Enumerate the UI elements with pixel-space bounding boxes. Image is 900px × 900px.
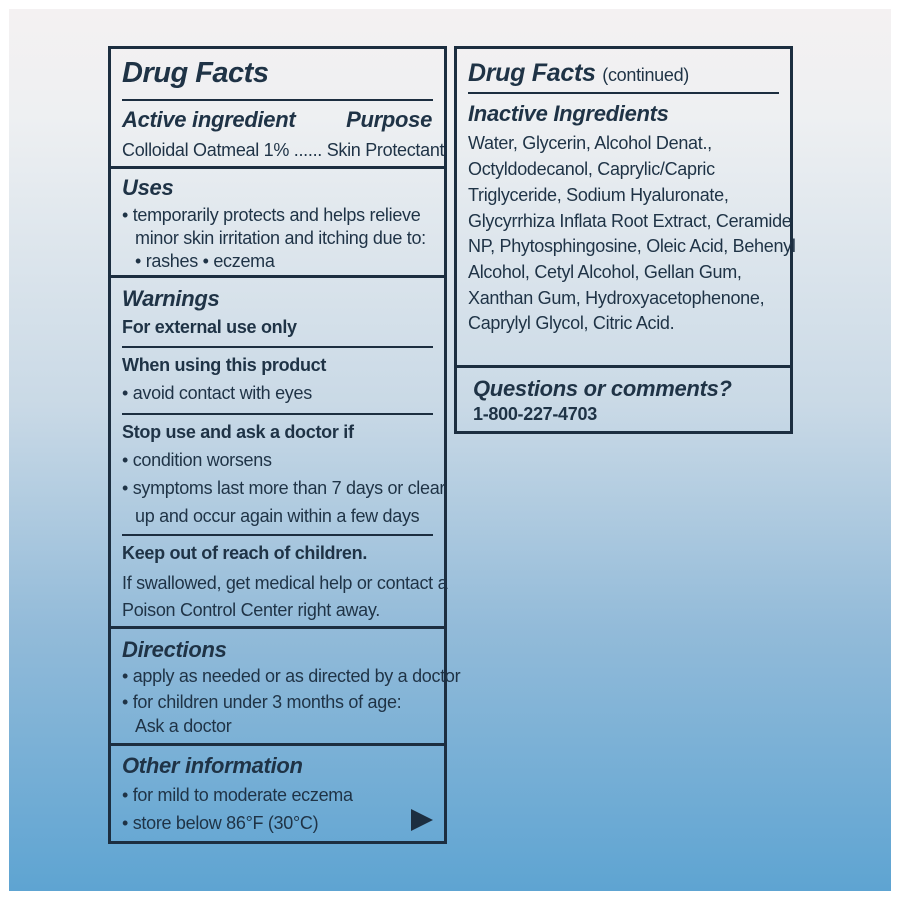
directions-line: Ask a doctor bbox=[135, 716, 232, 736]
directions-line: • apply as needed or as directed by a doctor bbox=[122, 666, 461, 686]
active-ingredient-line: Colloidal Oatmeal 1% ...... Skin Protectant bbox=[122, 140, 445, 160]
questions-heading: Questions or comments? bbox=[473, 376, 732, 401]
drug-facts-panel bbox=[108, 46, 461, 844]
warning-rule bbox=[122, 346, 433, 348]
warning-rule bbox=[122, 413, 433, 415]
when-using-item: • avoid contact with eyes bbox=[122, 383, 312, 403]
inactive-line: Water, Glycerin, Alcohol Denat., bbox=[468, 133, 712, 153]
when-using-heading: When using this product bbox=[122, 355, 327, 375]
other-information-line: • store below 86°F (30°C) bbox=[122, 813, 319, 833]
section-divider bbox=[111, 166, 444, 169]
inactive-line: Glycyrrhiza Inflata Root Extract, Ceramide bbox=[468, 211, 792, 231]
inactive-line: Triglyceride, Sodium Hyaluronate, bbox=[468, 185, 729, 205]
title-rule bbox=[468, 92, 779, 94]
warning-rule bbox=[122, 534, 433, 536]
purpose-heading: Purpose bbox=[346, 107, 432, 132]
drug-facts-title: Drug Facts bbox=[122, 57, 269, 89]
inactive-line: Alcohol, Cetyl Alcohol, Gellan Gum, bbox=[468, 262, 742, 282]
uses-line: • rashes • eczema bbox=[135, 251, 275, 271]
directions-heading: Directions bbox=[122, 637, 227, 662]
section-divider bbox=[111, 743, 444, 746]
section-divider bbox=[457, 365, 790, 368]
inactive-line: Octyldodecanol, Caprylic/Capric bbox=[468, 159, 715, 179]
inactive-ingredients-heading: Inactive Ingredients bbox=[468, 101, 669, 126]
continued-suffix: (continued) bbox=[602, 65, 690, 85]
uses-heading: Uses bbox=[122, 175, 174, 200]
inactive-line: NP, Phytosphingosine, Oleic Acid, Behenyl bbox=[468, 236, 796, 256]
phone-number: 1-800-227-4703 bbox=[473, 404, 597, 424]
active-ingredient-heading: Active ingredient bbox=[122, 107, 296, 132]
keep-out-heading: Keep out of reach of children. bbox=[122, 543, 368, 563]
keep-out-line: Poison Control Center right away. bbox=[122, 600, 380, 620]
uses-line: • temporarily protects and helps relieve bbox=[122, 205, 421, 225]
stop-use-item: • symptoms last more than 7 days or clear bbox=[122, 478, 446, 498]
warnings-heading: Warnings bbox=[122, 286, 220, 311]
continued-title-text: Drug Facts bbox=[468, 59, 596, 87]
keep-out-line: If swallowed, get medical help or contact a bbox=[122, 573, 448, 593]
drug-facts-continued-panel bbox=[454, 46, 796, 434]
play-arrow-icon bbox=[411, 809, 433, 831]
inactive-line: Xanthan Gum, Hydroxyacetophenone, bbox=[468, 288, 765, 308]
other-information-line: • for mild to moderate eczema bbox=[122, 785, 353, 805]
section-divider bbox=[111, 275, 444, 278]
section-divider bbox=[111, 626, 444, 629]
external-use-text: For external use only bbox=[122, 317, 297, 337]
stop-use-item: • condition worsens bbox=[122, 450, 272, 470]
directions-line: • for children under 3 months of age: bbox=[122, 692, 402, 712]
drug-facts-continued-title bbox=[468, 59, 689, 88]
uses-line: minor skin irritation and itching due to: bbox=[135, 228, 426, 248]
inactive-line: Caprylyl Glycol, Citric Acid. bbox=[468, 313, 675, 333]
title-rule bbox=[122, 99, 433, 101]
stop-use-item: up and occur again within a few days bbox=[135, 506, 420, 526]
stop-use-heading: Stop use and ask a doctor if bbox=[122, 422, 354, 442]
other-information-heading: Other information bbox=[122, 753, 303, 778]
